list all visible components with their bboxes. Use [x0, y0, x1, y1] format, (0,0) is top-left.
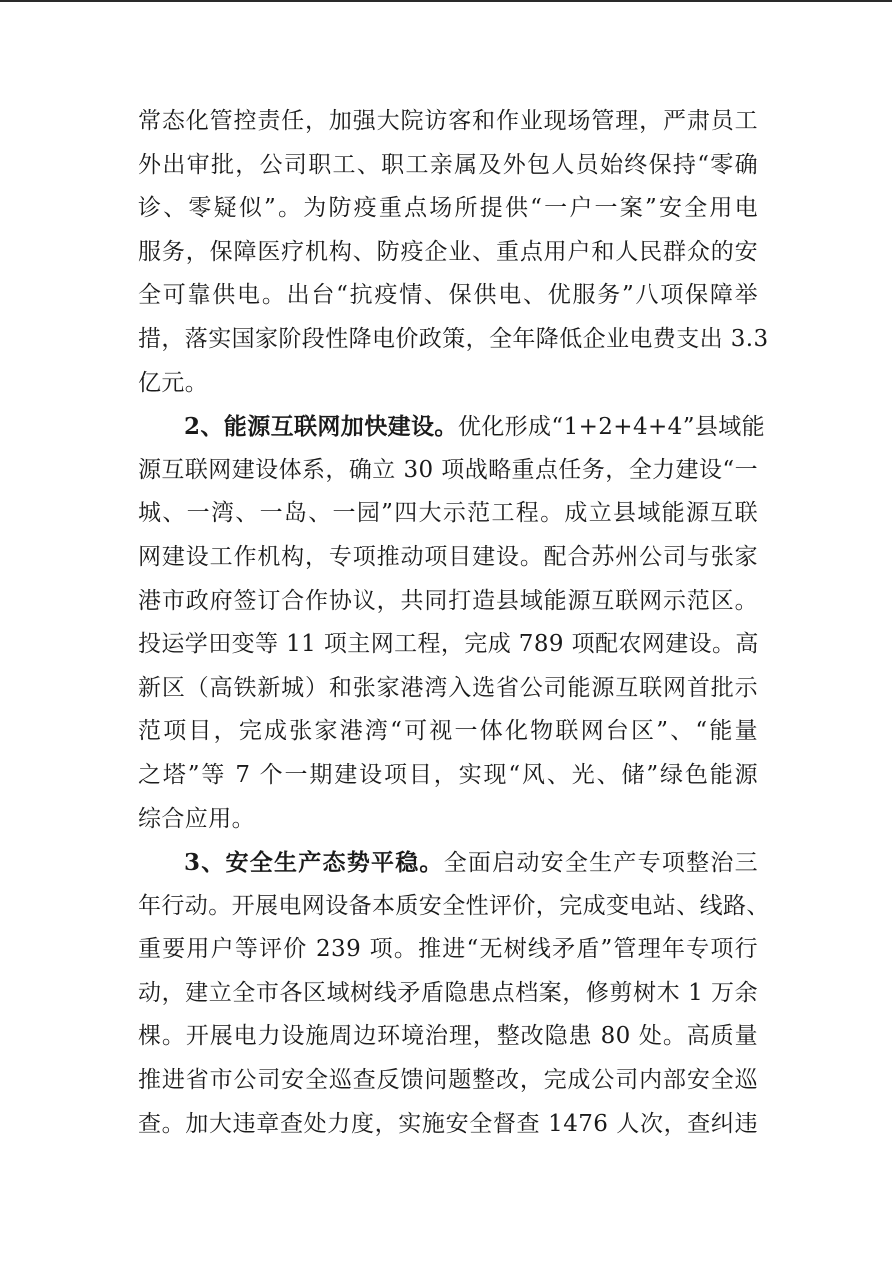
text-line: 重要用户等评价 239 项。推进“无树线矛盾”管理年专项行 [138, 936, 758, 963]
text-line: 棵。开展电力设施周边环境治理，整改隐患 80 处。高质量 [138, 1023, 758, 1050]
paragraph-energy-internet [138, 405, 766, 841]
text-line: 新区（高铁新城）和张家港湾入选省公司能源互联网首批示 [138, 674, 758, 701]
paragraph-safety-production [138, 841, 770, 1146]
text-run: 全面启动安全生产专项整治三 [443, 850, 759, 877]
text-line: 年行动。开展电网设备本质安全性评价，完成变电站、线路、 [138, 892, 770, 919]
text-line: 诊、零疑似”。为防疫重点场所提供“一户一案”安全用电 [138, 195, 758, 222]
text-line [138, 405, 766, 449]
text-line: 动，建立全市各区域树线矛盾隐患点档案，修剪树木 1 万余 [138, 979, 758, 1006]
text-line: 措，落实国家阶段性降电价政策，全年降低企业电费支出 3.3 [138, 325, 769, 352]
text-line: 全可靠供电。出台“抗疫情、保供电、优服务”八项保障举 [138, 282, 758, 309]
text-line: 范项目，完成张家港湾“可视一体化物联网台区”、“能量 [138, 718, 758, 745]
text-line: 源互联网建设体系，确立 30 项战略重点任务，全力建设“一 [138, 456, 758, 483]
section-heading: 3、安全生产态势平稳。 [184, 849, 444, 877]
text-line: 亿元。 [138, 369, 209, 396]
paragraph-epidemic-continuation [138, 100, 769, 405]
text-line: 城、一湾、一岛、一园”四大示范工程。成立县域能源互联 [138, 500, 758, 527]
text-run: 优化形成“1+2+4+4”县域能 [457, 414, 766, 441]
text-line: 港市政府签订合作协议，共同打造县域能源互联网示范区。 [138, 587, 758, 614]
text-line [138, 841, 758, 885]
text-line: 之塔”等 7 个一期建设项目，实现“风、光、储”绿色能源 [138, 761, 758, 788]
text-line: 查。加大违章查处力度，实施安全督查 1476 人次，查纠违 [138, 1110, 758, 1137]
text-line: 外出审批，公司职工、职工亲属及外包人员始终保持“零确 [138, 151, 758, 178]
text-line: 推进省市公司安全巡查反馈问题整改，完成公司内部安全巡 [138, 1067, 758, 1094]
text-line: 服务，保障医疗机构、防疫企业、重点用户和人民群众的安 [138, 238, 758, 265]
text-line: 综合应用。 [138, 805, 255, 832]
text-line: 网建设工作机构，专项推动项目建设。配合苏州公司与张家 [138, 543, 758, 570]
page-top-edge [0, 0, 892, 2]
section-heading: 2、能源互联网加快建设。 [184, 413, 458, 441]
text-line: 常态化管控责任，加强大院访客和作业现场管理，严肃员工 [138, 108, 758, 134]
text-line: 投运学田变等 11 项主网工程，完成 789 项配农网建设。高 [138, 631, 759, 658]
document-page [138, 100, 770, 1146]
